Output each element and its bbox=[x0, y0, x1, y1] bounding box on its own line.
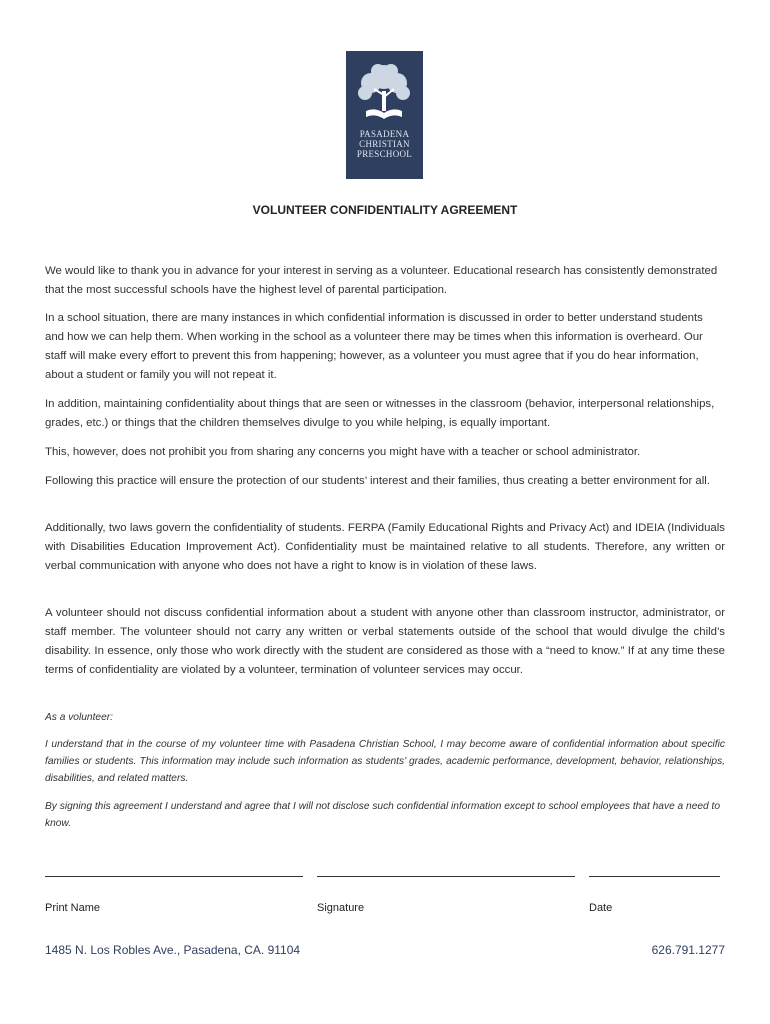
signature-line[interactable] bbox=[317, 876, 575, 877]
date-line[interactable] bbox=[589, 876, 720, 877]
paragraph-school-situation: In a school situation, there are many instances in which confidential information is discussed in order to better understand students and how we can help them. When working in the school as a volunteer there may be times when this information is overheard. Our staff will make every effort to prevent this from happening; however, as a volunteer you must agree that if you do hear information, about a student or family you will not repeat it. bbox=[45, 312, 703, 381]
paragraph-following-practice: Following this practice will ensure the protection of our students’ interest and their families, thus creating a better environment for all. bbox=[45, 475, 710, 487]
paragraph-volunteer-rules: A volunteer should not discuss confidential information about a student with anyone other than classroom instructor, administrator, or staff member. The volunteer should not carry any written or verbal statements outside of the school that would divulge the child’s disability. In essence, only those who work directly with the student are considered as those with a “need to know.” If at any time these terms of confidentiality are violated by a volunteer, termination of volunteer services may occur. bbox=[45, 607, 725, 676]
print-name-line[interactable] bbox=[45, 876, 303, 877]
paragraph-laws: Additionally, two laws govern the confidentiality of students. FERPA (Family Educational Rights and Privacy Act) and IDEIA (Individuals with Disabilities Education Improvement Act). Confidentiality must be maintained relative to all students. Therefore, any written or verbal communication with anyone who does not have a right to know is in violation of these laws. bbox=[45, 522, 725, 572]
footer-phone: 626.791.1277 bbox=[651, 943, 725, 957]
logo-line-3: PRESCHOOL bbox=[356, 149, 413, 159]
as-a-volunteer-heading: As a volunteer: bbox=[45, 712, 113, 723]
understanding-statement: I understand that in the course of my volunteer time with Pasadena Christian School, I may become aware of confidential information about specific families or students. This information may include such information as students’ grades, academic performance, development, behavior, relationships, disabilities, and related matters. bbox=[45, 739, 725, 784]
paragraph-thanks: We would like to thank you in advance for your interest in serving as a volunteer. Educational research has consistently demonstrated that the most successful schools have the highest level of parental participation. bbox=[45, 265, 718, 296]
footer-address: 1485 N. Los Robles Ave., Pasadena, CA. 91104 bbox=[45, 943, 301, 957]
logo-line-1: PASADENA bbox=[359, 129, 410, 139]
paragraph-not-prohibit: This, however, does not prohibit you from sharing any concerns you might have with a teacher or school administrator. bbox=[45, 446, 641, 458]
school-logo bbox=[346, 51, 423, 179]
signing-statement: By signing this agreement I understand and agree that I will not disclose such confidential information except to school employees that have a need to know. bbox=[45, 801, 721, 829]
document-title: VOLUNTEER CONFIDENTIALITY AGREEMENT bbox=[252, 203, 518, 217]
date-label: Date bbox=[589, 902, 613, 914]
logo-line-2: CHRISTIAN bbox=[359, 139, 410, 149]
signature-label: Signature bbox=[317, 902, 365, 914]
paragraph-in-addition: In addition, maintaining confidentiality about things that are seen or witnesses in the classroom (behavior, interpersonal relationships, grades, etc.) or things that the children themselves divulge to you while helping, is equally important. bbox=[45, 398, 715, 429]
tree-book-icon bbox=[356, 61, 413, 127]
print-name-label: Print Name bbox=[45, 902, 101, 914]
